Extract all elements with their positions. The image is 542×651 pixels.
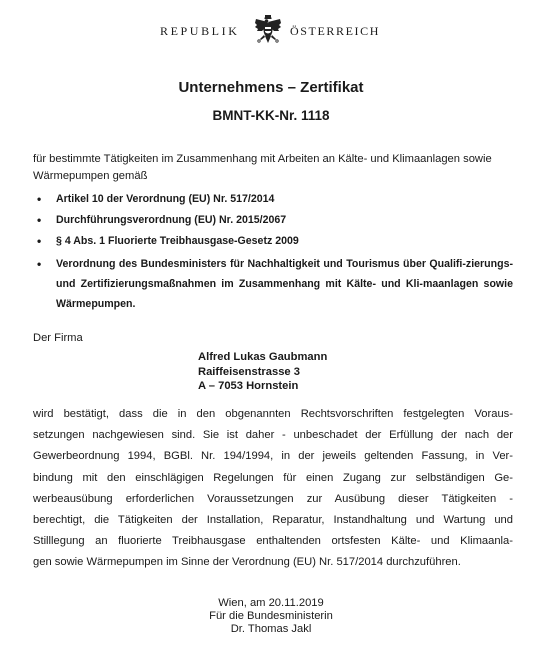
place-date: Wien, am 20.11.2019 [218,597,324,609]
signatory-name: Dr. Thomas Jakl [230,623,312,635]
signature-block [0,597,542,636]
body-line: setzungen nachgewiesen sind. Sie ist daher - unbeschadet der Erfüllung der nach der [33,429,513,442]
regulation-item: • Artikel 10 der Verordnung (EU) Nr. 517/2014 [33,191,513,208]
body-line: Gewerbeordnung 1994, BGBl. Nr. 194/1994, in der jeweils geltenden Fassung, in Ver- [33,450,513,463]
confirmation-text [33,404,513,574]
firma-label: Der Firma [33,332,83,344]
letterhead-oesterreich: ÖSTERREICH [290,24,381,38]
document-title: Unternehmens – Zertifikat [178,79,364,96]
body-line: berechtigt, die Tätigkeiten der Installation, Reparatur, Instandhaltung und Wartung und [33,514,513,527]
body-line: gen sowie Wärmepumpen im Sinne der Verordnung (EU) Nr. 517/2014 durchzuführen. [33,556,461,569]
body-line: wird bestätigt, dass die in den obgenannten Rechtsvorschriften festgelegten Voraus- [33,408,513,420]
certificate-number: BMNT-KK-Nr. 1118 [212,108,330,123]
body-line: Stilllegung an fluorierte Treibhausgase enthaltenden ortsfesten Kälte- und Klimaanla- [33,535,513,548]
letterhead [0,14,542,48]
body-line: werbeausübung erforderlichen Voraussetzungen zur Ausübung dieser Tätigkeiten - [33,492,513,505]
company-city: A – 7053 Hornstein [198,380,299,392]
company-name: Alfred Lukas Gaubmann [198,351,328,363]
company-street: Raiffeisenstrasse 3 [198,365,300,378]
regulation-list [33,191,513,318]
body-line: bindung mit den einschlägigen Regelungen für einen Zugang zur selbständigen Ge- [33,471,513,484]
company-address [198,350,327,394]
intro-text: für bestimmte Tätigkeiten im Zusammenhang mit Arbeiten an Kälte- und Klimaanlagen sowie Wärmepumpen gemäß [33,153,492,182]
on-behalf-line: Für die Bundesministerin [209,610,333,622]
letterhead-republik: REPUBLIK [160,24,240,38]
regulation-item: • Durchführungsverordnung (EU) Nr. 2015/2067 [33,212,513,229]
regulation-item: • § 4 Abs. 1 Fluorierte Treibhausgase-Gesetz 2009 [33,233,513,250]
regulation-item: • Verordnung des Bundesministers für Nachhaltigkeit und Tourismus über Qualifi-zierungs- und Zertifizierungsmaßnahmen im Zusammenhang mit Kälte- und Kli-maanlagen sowie Wärmepumpen. [33,254,513,314]
coat-of-arms-icon [253,14,283,46]
